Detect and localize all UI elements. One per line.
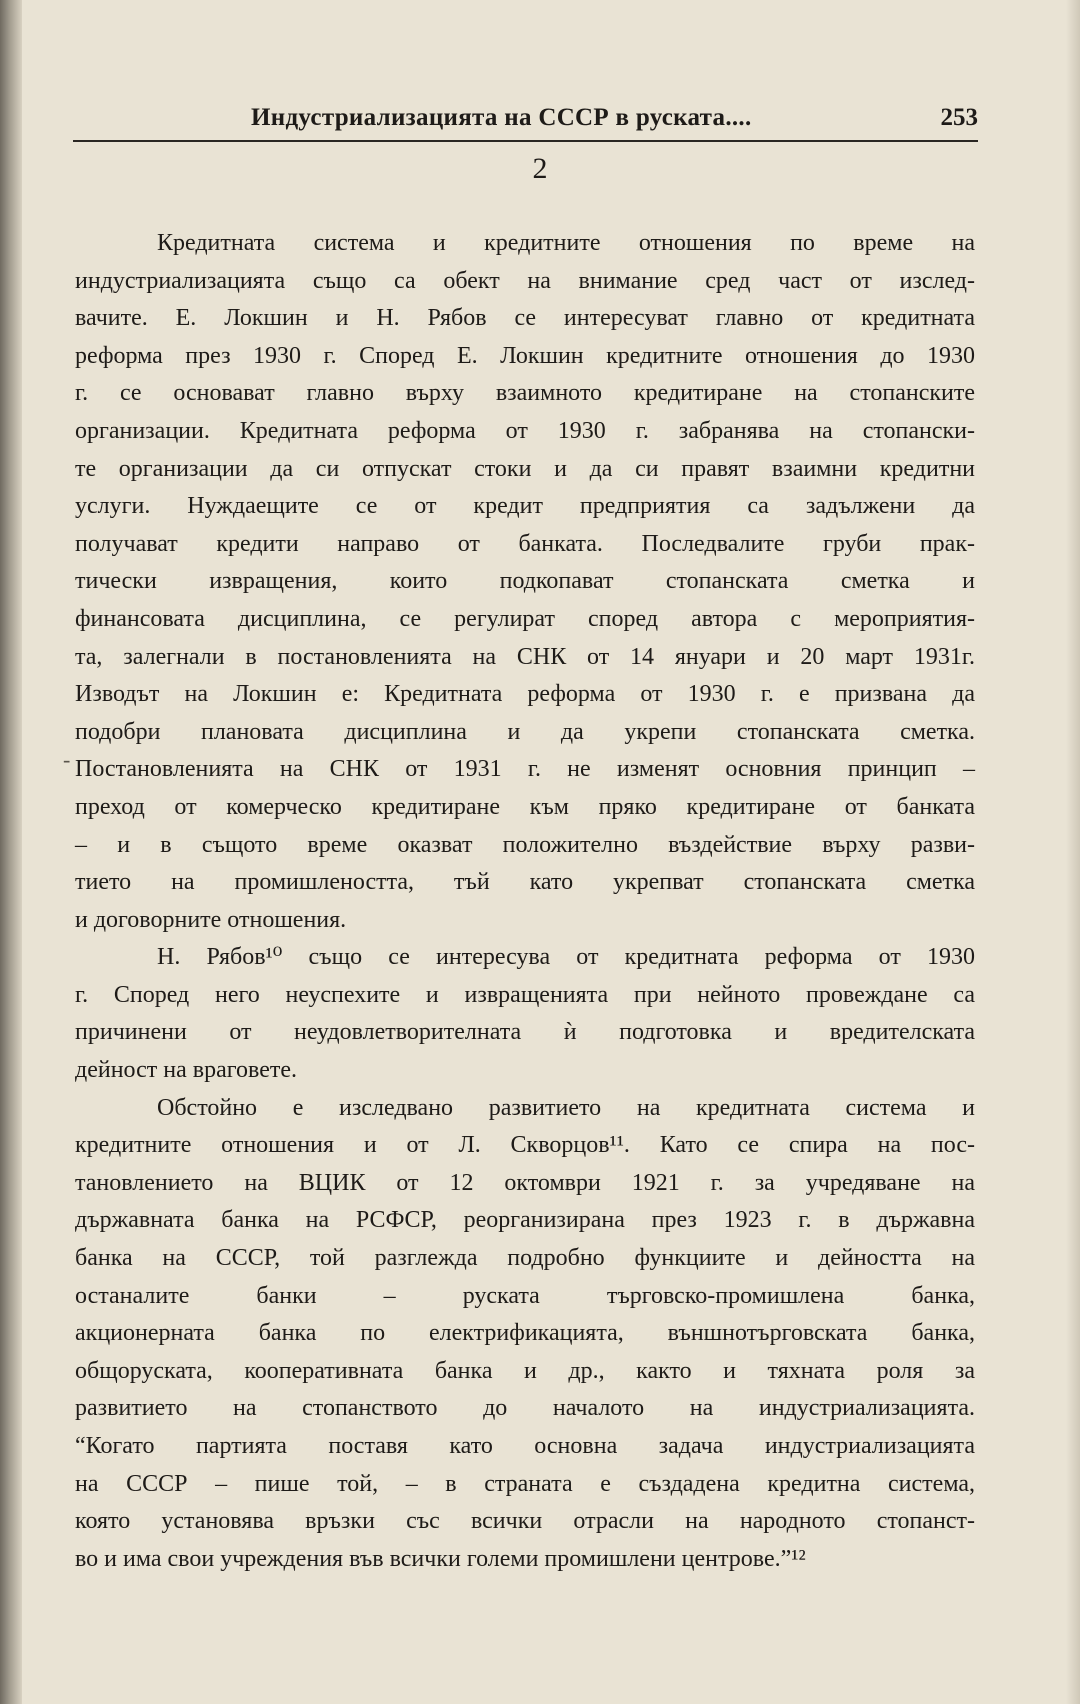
running-header (73, 100, 978, 142)
paragraph-1-line: г. се основават главно върху взаимното кредитиране на стопанските (75, 380, 975, 407)
paragraph-1-line: получават кредити направо от банката. Последвалите груби прак- (75, 530, 975, 557)
paragraph-3-line: на СССР – пише той, – в страната е създадена кредитна система, (75, 1470, 975, 1497)
paragraph-1-line: та, залегнали в постановленията на СНК от 14 януари и 20 март 1931г. (75, 643, 975, 670)
paragraph-1-line: организации. Кредитната реформа от 1930 г. забранява на стопански- (75, 417, 975, 444)
paragraph-3-line: която установява връзки със всички отрасли на народното стопанст- (75, 1508, 975, 1535)
running-title: Индустриализацията на СССР в руската.... (251, 104, 752, 131)
paragraph-2-line: Н. Рябов¹⁰ също се интересува от кредитната реформа от 1930 (157, 944, 975, 971)
paragraph-3-line: “Когато партията поставя като основна задача индустриализацията (75, 1433, 975, 1459)
paragraph-1-line: Изводът на Локшин е: Кредитната реформа от 1930 г. е призвана да (75, 681, 975, 708)
paragraph-1-line: тието на промишлеността, тъй като укрепват стопанската сметка (75, 869, 975, 896)
paragraph-3-line: общоруската, кооперативната банка и др., както и тяхната роля за (75, 1357, 975, 1384)
paragraph-3-line: во и има свои учреждения във всички големи промишлени центрове.”¹² (75, 1545, 806, 1572)
paragraph-1-line: индустриализацията също са обект на внимание сред част от изслед- (75, 267, 975, 294)
margin-mark: - (63, 747, 71, 772)
paragraph-3-line: акционерната банка по електрификацията, външнотърговската банка, (75, 1320, 975, 1347)
paragraph-2-line: дейност на враговете. (75, 1057, 297, 1084)
paragraph-3-line: тановлението на ВЦИК от 12 октомври 1921 г. за учредяване на (75, 1169, 975, 1196)
paragraph-1-line: финансовата дисциплина, се регулират според автора с мероприятия- (75, 605, 975, 632)
paragraph-2-line: г. Според него неуспехите и извращенията при нейното провеждане са (75, 981, 975, 1008)
paragraph-3-line: Обстойно е изследвано развитието на кредитната система и (157, 1094, 975, 1121)
paragraph-3-line: останалите банки – руската търговско-промишлена банка, (75, 1282, 975, 1309)
paragraph-3-line: развитието на стопанството до началото на индустриализацията. (75, 1395, 975, 1422)
paragraph-1-line: тически извращения, които подкопават стопанската сметка и (75, 568, 975, 595)
section-number: 2 (532, 152, 548, 185)
paragraph-1-line: реформа през 1930 г. Според Е. Локшин кредитните отношения до 1930 (75, 342, 975, 369)
page-right-edge (1066, 0, 1080, 1704)
paragraph-1-line: вачите. Е. Локшин и Н. Рябов се интересуват главно от кредитната (75, 305, 975, 332)
paragraph-1-line: услуги. Нуждаещите се от кредит предприятия са задължени да (75, 493, 975, 520)
paragraph-1-line: и договорните отношения. (75, 906, 347, 933)
paragraph-3-line: кредитните отношения и от Л. Скворцов¹¹. Като се спира на пос- (75, 1132, 975, 1159)
paragraph-1-line: Кредитната система и кредитните отношения по време на (157, 230, 975, 256)
page-number: 253 (940, 104, 978, 131)
paragraph-2-line: причинени от неудовлетворителната ѝ подготовка и вредителската (75, 1019, 975, 1046)
paragraph-1-line: Постановленията на СНК от 1931 г. не изменят основния принцип – (75, 756, 975, 783)
paragraph-1-line: – и в същото време оказват положително въздействие върху разви- (75, 831, 975, 858)
body-text (75, 225, 975, 1578)
paragraph-1-line: преход от комерческо кредитиране към пряко кредитиране от банката (75, 793, 975, 820)
paragraph-3-line: държавната банка на РСФСР, реорганизирана през 1923 г. в държавна (75, 1207, 975, 1234)
paragraph-1-line: подобри плановата дисциплина и да укрепи стопанската сметка. (75, 718, 975, 745)
paragraph-1-line: те организации да си отпускат стоки и да си правят взаимни кредитни (75, 455, 975, 482)
paragraph-3-line: банка на СССР, той разглежда подробно функциите и дейността на (75, 1245, 975, 1272)
book-spine-shadow (0, 0, 22, 1704)
